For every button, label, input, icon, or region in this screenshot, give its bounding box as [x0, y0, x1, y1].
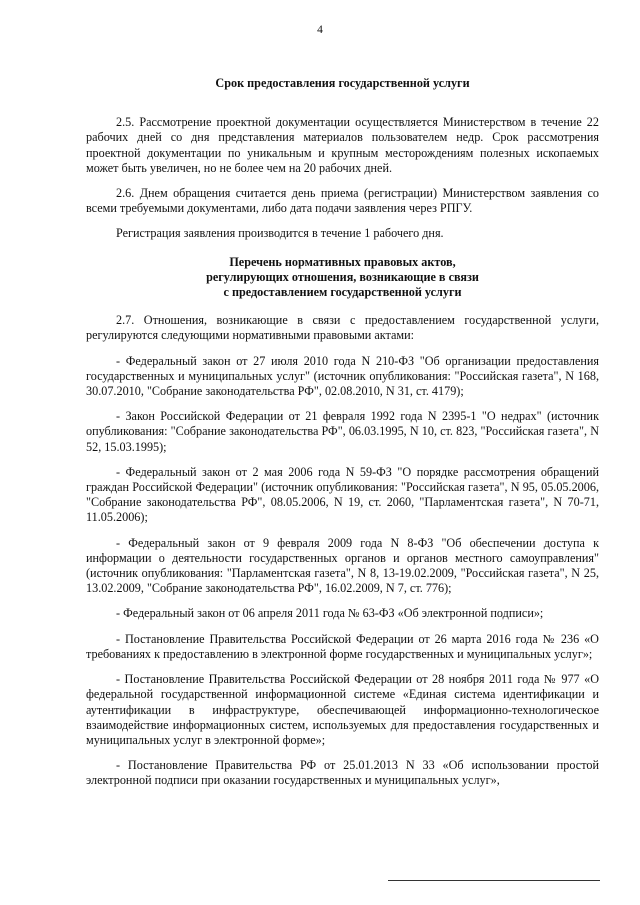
document-body: [86, 76, 599, 789]
page-number: 4: [317, 24, 323, 36]
legal-act-item: - Постановление Правительства РФ от 25.01.2013 N 33 «Об использовании простой электронной подписи при оказании государственных и муниципальных услуг»,: [86, 758, 599, 788]
paragraph-registration: Регистрация заявления производится в течение 1 рабочего дня.: [116, 226, 444, 241]
legal-act-item: - Федеральный закон от 27 июля 2010 года N 210-ФЗ "Об организации предоставления государственных и муниципальных услуг" (источник опубликования: "Российская газета", N 168, 30.07.2010, "Собрание законодательства РФ", 02.08.2010, N 31, ст. 4179);: [86, 353, 599, 399]
legal-act-item: - Закон Российской Федерации от 21 февраля 1992 года N 2395-1 "О недрах" (источник опубликования: "Собрание законодательства РФ", 06.03.1995, N 10, ст. 823, "Российская газета", N 52, 15.03.1995);: [86, 409, 599, 454]
heading-line: регулирующих отношения, возникающие в связи: [206, 269, 479, 284]
legal-act-item: - Постановление Правительства Российской Федерации от 28 ноября 2011 года № 977 «О федеральной государственной информационной системе «Единая система идентификации и аутентификации в инфраструктуре, обеспечивающей информационно-технологическое взаимодействие информационных систем, используемых для предоставления государственных и муниципальных услуг в электронной форме»;: [86, 672, 599, 747]
legal-act-item: - Федеральный закон от 06 апреля 2011 года № 63-ФЗ «Об электронной подписи»;: [116, 606, 544, 621]
section-heading-term: Срок предоставления государственной услуги: [215, 76, 470, 90]
paragraph-2-5: 2.5. Рассмотрение проектной документации осуществляется Министерством в течение 22 рабочих дней со дня представления материалов пользователем недр. Срок рассмотрения проектной документации по уникальным и крупным месторождениям полезных ископаемых может быть увеличен, но не более чем на 20 рабочих дней.: [86, 115, 599, 175]
heading-line: Перечень нормативных правовых актов,: [229, 254, 456, 269]
paragraph-2-7: 2.7. Отношения, возникающие в связи с предоставлением государственной услуги, регулируются следующими нормативными правовыми актами:: [86, 313, 599, 343]
legal-act-item: - Федеральный закон от 2 мая 2006 года N 59-ФЗ "О порядке рассмотрения обращений граждан Российской Федерации" (источник опубликования: "Российская газета", N 95, 05.05.2006, "Собрание законодательства РФ", 08.05.2006, N 19, ст. 2060, "Парламентская газета", N 70-71, 11.05.2006);: [86, 464, 599, 525]
legal-act-item: - Постановление Правительства Российской Федерации от 26 марта 2016 года № 236 «О требованиях к предоставлению в электронной форме государственных и муниципальных услуг»;: [86, 631, 599, 661]
legal-act-item: - Федеральный закон от 9 февраля 2009 года N 8-ФЗ "Об обеспечении доступа к информации о деятельности государственных органов и органов местного самоуправления" (источник опубликования: "Парламентская газета", N 8, 13-19.02.2009, "Российская газета", N 25, 13.02.2009, "Собрание законодательства РФ", 16.02.2009, N 7, ст. 776);: [86, 535, 599, 596]
footer-rule: [388, 880, 600, 881]
heading-line: с предоставлением государственной услуги: [223, 285, 462, 300]
paragraph-2-6: 2.6. Днем обращения считается день приема (регистрации) Министерством заявления со всеми требуемыми документами, либо дата подачи заявления через РПГУ.: [86, 186, 599, 216]
section-heading-legal-acts: [86, 255, 599, 301]
